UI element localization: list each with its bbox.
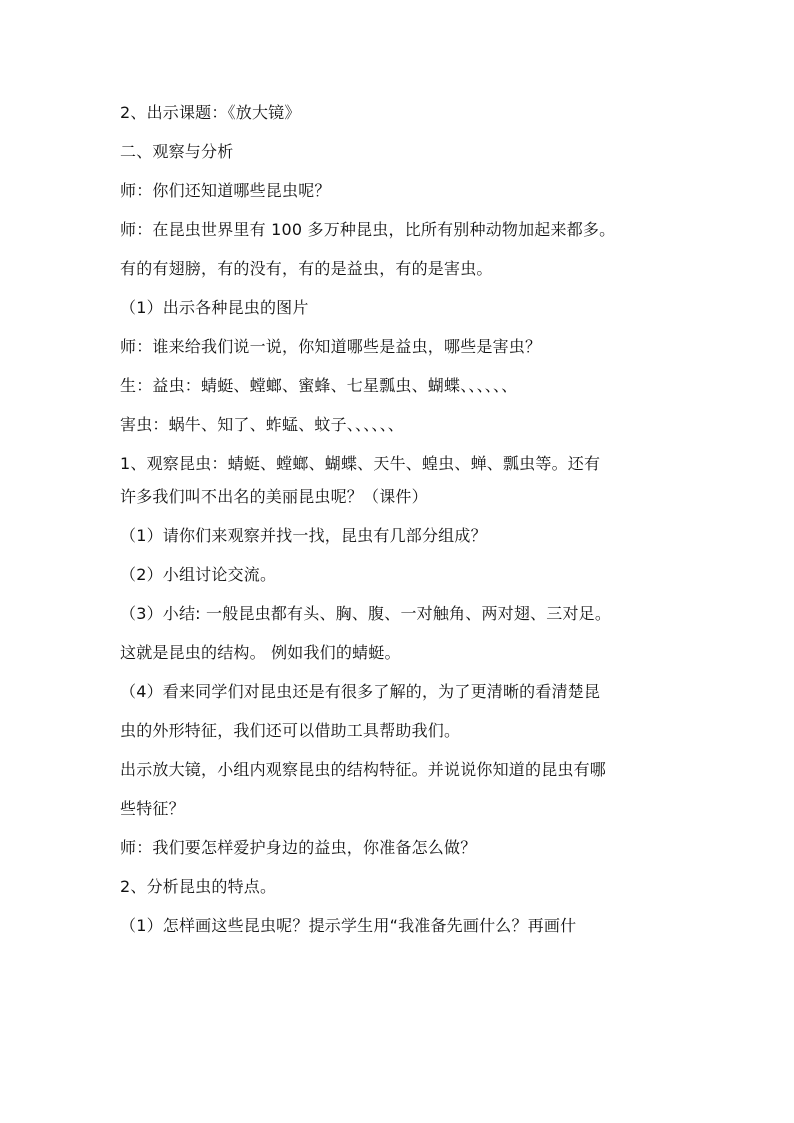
text-line: 出示放大镜，小组内观察昆虫的结构特征。并说说你知道的昆虫有哪 (120, 760, 607, 779)
text-line: 2、出示课题：《放大镜》 (120, 103, 301, 122)
text-line: （1）请你们来观察并找一找，昆虫有几部分组成？ (120, 526, 487, 545)
text-line: （3）小结: 一般昆虫都有头、胸、腹、一对触角、两对翅、三对足。 (120, 604, 612, 623)
text-line: （2）小组讨论交流。 (120, 565, 277, 584)
text-line: 师：我们要怎样爱护身边的益虫，你准备怎么做？ (120, 838, 477, 857)
text-line: 2、分析昆虫的特点。 (120, 877, 277, 896)
text-line: 师：你们还知道哪些昆虫呢？ (120, 181, 331, 200)
text-line: （4）看来同学们对昆虫还是有很多了解的，为了更清晰的看清楚昆 (120, 682, 601, 701)
text-line: （1）出示各种昆虫的图片 (120, 298, 309, 317)
document-body (120, 103, 680, 955)
text-line: 这就是昆虫的结构。 例如我们的蜻蜓。 (120, 643, 401, 662)
section-heading: 二、观察与分析 (120, 142, 234, 161)
text-line: 有的有翅膀，有的没有，有的是益虫，有的是害虫。 (120, 259, 493, 278)
text-line: 害虫：蜗牛、知了、蚱蜢、蚊子、、、、、、 (120, 415, 405, 434)
text-line: 1、观察昆虫：蜻蜓、螳螂、蝴蝶、天牛、蝗虫、蝉、瓢虫等。还有 (120, 454, 601, 473)
text-line: （1）怎样画这些昆虫呢？提示学生用“我准备先画什么？再画什 (120, 916, 577, 935)
text-line: 生：益虫：蜻蜓、螳螂、蜜蜂、七星瓢虫、蝴蝶、、、、、、 (120, 376, 518, 395)
text-line: 许多我们叫不出名的美丽昆虫呢？（课件） (120, 487, 428, 506)
text-line: 些特征？ (120, 799, 185, 818)
text-line: 师：在昆虫世界里有 100 多万种昆虫，比所有别种动物加起来都多。 (120, 220, 616, 239)
text-line: 虫的外形特征，我们还可以借助工具帮助我们。 (120, 721, 461, 740)
text-line: 师：谁来给我们说一说，你知道哪些是益虫，哪些是害虫？ (120, 337, 542, 356)
